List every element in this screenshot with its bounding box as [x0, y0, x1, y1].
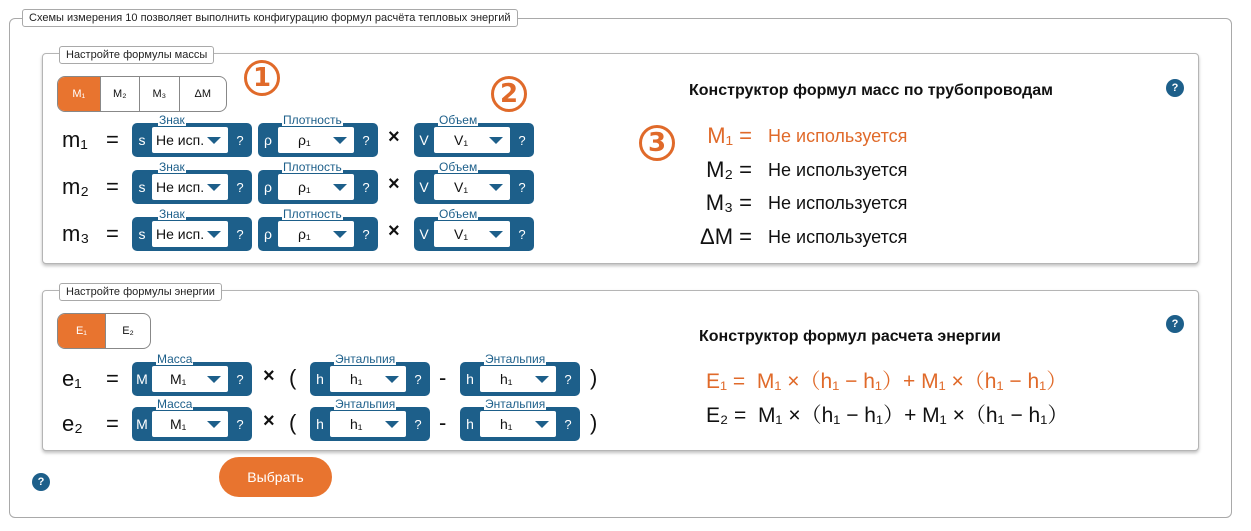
- mass-value: M₁: [170, 416, 187, 432]
- mass-field[interactable]: [152, 366, 228, 392]
- help-icon[interactable]: ?: [236, 371, 244, 387]
- help-icon[interactable]: ?: [414, 371, 422, 387]
- result-name: M₂ =: [706, 157, 752, 182]
- help-icon[interactable]: ?: [236, 132, 244, 148]
- minus-sign: -: [439, 410, 447, 435]
- help-icon[interactable]: ?: [236, 416, 244, 432]
- density-field[interactable]: [278, 127, 354, 153]
- volume-prefix: V: [419, 226, 429, 242]
- mass-select[interactable]: [132, 397, 252, 441]
- enthalpy-value: h₁: [500, 416, 513, 432]
- equals-sign: =: [106, 221, 119, 246]
- volume-select[interactable]: [414, 207, 534, 251]
- times-sign: ×: [388, 126, 400, 148]
- help-icon[interactable]: ?: [236, 179, 244, 195]
- mass-legend: Настройте формулы массы: [59, 46, 214, 64]
- enthalpy-prefix: h: [466, 371, 474, 387]
- result-value: Не используется: [768, 160, 908, 180]
- help-icon[interactable]: ?: [362, 179, 370, 195]
- chevron-down-icon: [385, 376, 399, 383]
- volume-caption: Объем: [439, 207, 478, 221]
- energy-builder-title: Конструктор формул расчета энергии: [699, 328, 1001, 345]
- volume-select[interactable]: [414, 113, 534, 157]
- chevron-down-icon: [535, 421, 549, 428]
- density-caption: Плотность: [283, 160, 342, 174]
- sign-field[interactable]: [152, 174, 228, 200]
- mass-caption: Масса: [157, 397, 193, 411]
- density-caption: Плотность: [283, 113, 342, 127]
- sign-select[interactable]: [132, 160, 252, 204]
- energy-tabs: [57, 313, 151, 349]
- tab-m2[interactable]: M₂: [100, 77, 140, 111]
- select-button[interactable]: Выбрать: [219, 457, 332, 497]
- help-icon[interactable]: ?: [518, 132, 526, 148]
- tab-m3[interactable]: M₃: [139, 77, 179, 111]
- sign-caption: Знак: [159, 113, 185, 127]
- density-select[interactable]: [258, 113, 378, 157]
- chevron-down-icon: [333, 231, 347, 238]
- sign-value: Не исп.: [156, 132, 205, 148]
- result-name: M₁ =: [707, 123, 752, 148]
- volume-caption: Объем: [439, 160, 478, 174]
- sign-field[interactable]: [152, 221, 228, 247]
- energy-result-e1: [706, 370, 1067, 394]
- volume-value: V₁: [454, 226, 469, 242]
- left-paren: (: [289, 365, 297, 390]
- tab-m1[interactable]: M₁: [58, 77, 100, 111]
- chevron-down-icon: [207, 376, 221, 383]
- mass-value: M₁: [170, 371, 187, 387]
- sign-select[interactable]: [132, 207, 252, 251]
- sign-field[interactable]: [152, 127, 228, 153]
- help-icon[interactable]: ?: [564, 416, 572, 432]
- sign-prefix: s: [138, 179, 146, 195]
- density-prefix: ρ: [264, 132, 272, 148]
- chevron-down-icon: [535, 376, 549, 383]
- enthalpy-caption: Энтальпия: [485, 352, 546, 366]
- enthalpy-value: h₁: [500, 371, 513, 387]
- marker-1: 1: [244, 60, 280, 96]
- chevron-down-icon: [489, 231, 503, 238]
- tab-delta-m[interactable]: ΔM: [179, 77, 226, 111]
- chevron-down-icon: [207, 231, 221, 238]
- density-prefix: ρ: [264, 226, 272, 242]
- help-icon[interactable]: ?: [32, 473, 50, 491]
- equals-sign: =: [106, 366, 119, 391]
- help-icon[interactable]: ?: [362, 132, 370, 148]
- enthalpy-prefix: h: [466, 416, 474, 432]
- sign-value: Не исп.: [156, 226, 205, 242]
- chevron-down-icon: [207, 421, 221, 428]
- density-select[interactable]: [258, 160, 378, 204]
- marker-2: 2: [491, 76, 527, 112]
- enthalpy-caption: Энтальпия: [335, 352, 396, 366]
- chevron-down-icon: [333, 137, 347, 144]
- volume-field[interactable]: [434, 127, 510, 153]
- tab-e2[interactable]: E₂: [105, 314, 150, 348]
- right-paren: ): [590, 410, 598, 435]
- sign-value: Не исп.: [156, 179, 205, 195]
- volume-value: V₁: [454, 132, 469, 148]
- enthalpy-field[interactable]: [480, 366, 556, 392]
- help-icon[interactable]: ?: [564, 371, 572, 387]
- equals-sign: =: [106, 411, 119, 436]
- result-name: E₂ =: [706, 404, 747, 427]
- volume-prefix: V: [419, 132, 429, 148]
- help-icon[interactable]: ?: [414, 416, 422, 432]
- volume-prefix: V: [419, 179, 429, 195]
- enthalpy-caption: Энтальпия: [485, 397, 546, 411]
- density-value: ρ₁: [298, 226, 311, 242]
- chevron-down-icon: [333, 184, 347, 191]
- help-icon[interactable]: ?: [1166, 315, 1184, 333]
- energy-row-label: e₂: [62, 411, 83, 436]
- density-value: ρ₁: [298, 179, 311, 195]
- help-icon[interactable]: ?: [518, 226, 526, 242]
- volume-value: V₁: [454, 179, 469, 195]
- sign-select[interactable]: [132, 113, 252, 157]
- enthalpy-select[interactable]: [310, 397, 430, 441]
- density-prefix: ρ: [264, 179, 272, 195]
- result-value: M₁ ×（h₁ − h₁）+ M₁ ×（h₁ − h₁）: [757, 404, 1069, 427]
- tab-e1[interactable]: E₁: [58, 314, 105, 348]
- density-caption: Плотность: [283, 207, 342, 221]
- sign-prefix: s: [138, 226, 146, 242]
- chevron-down-icon: [385, 421, 399, 428]
- mass-prefix: M: [136, 371, 148, 387]
- mass-tabs: [57, 76, 227, 112]
- density-field[interactable]: [278, 221, 354, 247]
- minus-sign: -: [439, 365, 447, 390]
- result-value: Не используется: [768, 126, 908, 146]
- marker-3: 3: [639, 125, 675, 161]
- times-sign: ×: [263, 410, 275, 432]
- density-field[interactable]: [278, 174, 354, 200]
- chevron-down-icon: [489, 184, 503, 191]
- enthalpy-prefix: h: [316, 416, 324, 432]
- help-icon[interactable]: ?: [236, 226, 244, 242]
- chevron-down-icon: [207, 184, 221, 191]
- enthalpy-field[interactable]: [480, 411, 556, 437]
- times-sign: ×: [263, 365, 275, 387]
- sign-caption: Знак: [159, 160, 185, 174]
- sign-prefix: s: [138, 132, 146, 148]
- times-sign: ×: [388, 220, 400, 242]
- mass-row-label: m₃: [62, 221, 90, 246]
- result-value: Не используется: [768, 193, 908, 213]
- enthalpy-prefix: h: [316, 371, 324, 387]
- energy-legend: Настройте формулы энергии: [59, 283, 222, 301]
- right-paren: ): [590, 365, 598, 390]
- enthalpy-field[interactable]: [330, 411, 406, 437]
- result-name: ΔM =: [700, 224, 752, 249]
- density-select[interactable]: [258, 207, 378, 251]
- equals-sign: =: [106, 174, 119, 199]
- enthalpy-select[interactable]: [460, 352, 580, 396]
- density-value: ρ₁: [298, 132, 311, 148]
- mass-caption: Масса: [157, 352, 193, 366]
- energy-row-label: e₁: [62, 366, 82, 391]
- help-icon[interactable]: ?: [1166, 79, 1184, 97]
- result-value: M₁ ×（h₁ − h₁）+ M₁ ×（h₁ − h₁）: [756, 370, 1068, 393]
- mass-row-label: m₂: [62, 174, 89, 199]
- outer-legend: Схемы измерения 10 позволяет выполнить конфигурацию формул расчёта тепловых энергий: [22, 9, 518, 27]
- enthalpy-value: h₁: [350, 416, 363, 432]
- help-icon[interactable]: ?: [518, 179, 526, 195]
- help-icon[interactable]: ?: [362, 226, 370, 242]
- enthalpy-value: h₁: [350, 371, 363, 387]
- volume-select[interactable]: [414, 160, 534, 204]
- enthalpy-field[interactable]: [330, 366, 406, 392]
- result-name: M₃ =: [705, 190, 752, 215]
- result-name: E₁ =: [706, 370, 746, 393]
- mass-field[interactable]: [152, 411, 228, 437]
- result-value: Не используется: [768, 227, 908, 247]
- mass-select[interactable]: [132, 352, 252, 396]
- energy-result-e2: [706, 404, 1068, 428]
- mass-builder-title: Конструктор формул масс по трубопроводам: [689, 82, 1053, 99]
- equals-sign: =: [106, 127, 119, 152]
- enthalpy-select[interactable]: [460, 397, 580, 441]
- volume-field[interactable]: [434, 221, 510, 247]
- enthalpy-select[interactable]: [310, 352, 430, 396]
- times-sign: ×: [388, 173, 400, 195]
- chevron-down-icon: [207, 137, 221, 144]
- mass-row-label: m₁: [62, 127, 88, 152]
- volume-field[interactable]: [434, 174, 510, 200]
- enthalpy-caption: Энтальпия: [335, 397, 396, 411]
- volume-caption: Объем: [439, 113, 478, 127]
- sign-caption: Знак: [159, 207, 185, 221]
- mass-prefix: M: [136, 416, 148, 432]
- left-paren: (: [289, 410, 297, 435]
- chevron-down-icon: [489, 137, 503, 144]
